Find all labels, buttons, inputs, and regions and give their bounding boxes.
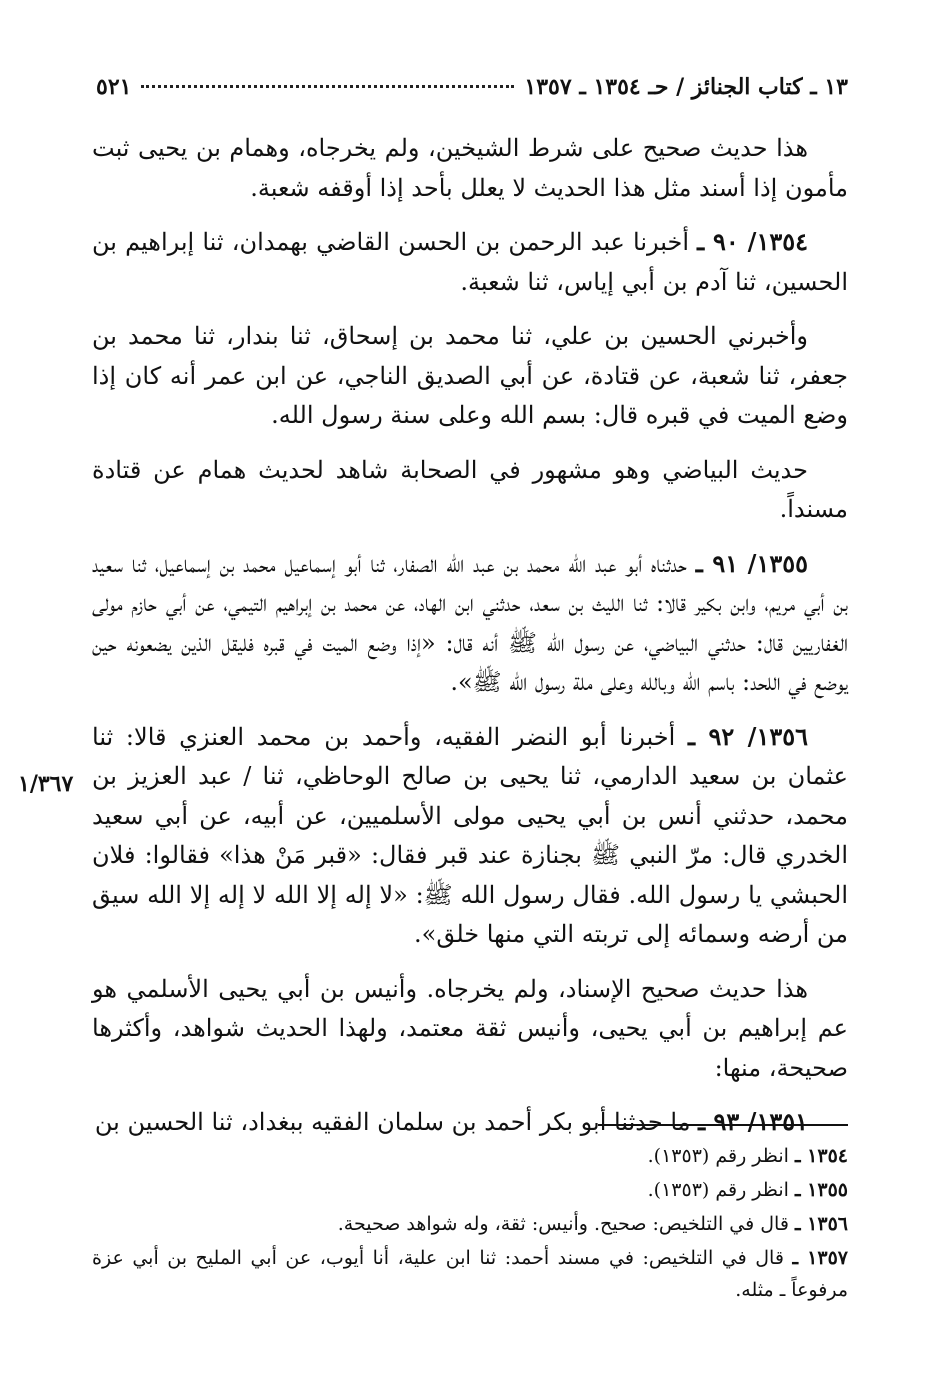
footnotes xyxy=(92,1140,848,1308)
leader-dots xyxy=(141,85,514,88)
footnote-separator xyxy=(598,1124,848,1126)
footnote xyxy=(92,1174,848,1206)
hadith-number: ١٣٥٤/ ٩٠ ـ xyxy=(697,227,808,256)
main-text xyxy=(92,128,848,1157)
margin-volume-reference: ١/٣٦٧ xyxy=(18,771,74,797)
paragraph xyxy=(92,222,848,302)
footnote-number: ١٣٥٥ ـ xyxy=(794,1179,848,1201)
footnote-number: ١٣٥٤ ـ xyxy=(794,1145,848,1167)
paragraph-text: ما حدثنا أبو بكر أحمد بن سلمان الفقيه ببغداد، ثنا الحسين بن xyxy=(94,1108,691,1136)
paragraph-text: هذا حديث صحيح الإسناد، ولم يخرجاه. وأنيس بن أبي يحيى الأسلمي هو عم إبراهيم بن أبي يحيى، وأنيس ثقة معتمد، ولهذا الحديث شواهد، وأكثرها صحيحة، منها: xyxy=(92,974,848,1082)
footnote-number: ١٣٥٧ ـ xyxy=(792,1247,848,1269)
page-number: ٥٢١ xyxy=(96,74,132,100)
paragraph xyxy=(92,1102,848,1143)
paragraph-text: وأخبرني الحسين بن علي، ثنا محمد بن إسحاق، ثنا بندار، ثنا محمد بن جعفر، ثنا شعبة، عن قتادة، عن أبي الصديق الناجي، عن ابن عمر أنه كان إذا وضع الميت في قبره قال: بسم الله وعلى سنة رسول الله. xyxy=(92,322,848,429)
paragraph xyxy=(92,544,848,703)
paragraph-text: هذا حديث صحيح على شرط الشيخين، ولم يخرجاه، وهمام بن يحيى ثبت مأمون إذا أسند مثل هذا الحديث لا يعلل بأحد إذا أوقفه شعبة. xyxy=(92,134,848,202)
footnote-text: قال في التلخيص: في مسند أحمد: ثنا ابن علية، أنا أيوب، عن أبي المليح بن أبي عزة مرفوعاً ـ مثله. xyxy=(92,1247,848,1301)
paragraph xyxy=(92,969,848,1089)
footnote-text: انظر رقم (١٣٥٣). xyxy=(647,1145,789,1167)
paragraph xyxy=(92,717,848,955)
footnote xyxy=(92,1242,848,1306)
footnote-number: ١٣٥٦ ـ xyxy=(794,1213,848,1235)
chapter-title: ١٣ ـ كتاب الجنائز / حـ ١٣٥٤ ـ ١٣٥٧ xyxy=(524,74,848,100)
paragraph-text: أخبرنا عبد الرحمن بن الحسن القاضي بهمدان، ثنا إبراهيم بن الحسين، ثنا آدم بن أبي إياس، ثنا شعبة. xyxy=(92,228,848,296)
running-header xyxy=(96,74,848,108)
paragraph xyxy=(92,450,848,530)
footnote-text: انظر رقم (١٣٥٣). xyxy=(647,1179,789,1201)
paragraph-text: أخبرنا أبو النضر الفقيه، وأحمد بن محمد العنزي قالا: ثنا عثمان بن سعيد الدارمي، ثنا يحيى بن صالح الوحاظي، ثنا / عبد العزيز بن محمد، حدثني أنس بن أبي يحيى مولى الأسلميين، عن أبيه، عن أبي سعيد الخدري قال: مرّ النبي ﷺ بجنازة عند قبر فقال: «قبر مَنْ هذا» فقالوا: فلان الحبشي يا رسول الله. فقال رسول الله ﷺ: «لا إله إلا الله لا إله إلا الله سيق من أرضه وسمائه إلى تربته التي منها خلق». xyxy=(92,722,848,948)
paragraph xyxy=(92,128,848,208)
paragraph xyxy=(92,316,848,436)
footnote xyxy=(92,1140,848,1172)
hadith-number: ١٣٥١/ ٩٣ ـ xyxy=(698,1107,808,1136)
footnote-text: قال في التلخيص: صحيح. وأنيس: ثقة، وله شواهد صحيحة. xyxy=(337,1213,789,1235)
paragraph-text: حديث البياضي وهو مشهور في الصحابة شاهد لحديث همام عن قتادة مسنداً. xyxy=(92,455,848,523)
paragraph-text: حدثناه أبو عبد الله محمد بن عبد الله الصفار، ثنا أبو إسماعيل محمد بن إسماعيل، ثنا سعيد بن أبي مريم، وابن بكير قالا: ثنا الليث بن سعد، حدثني ابن الهاد، عن محمد بن إبراهيم التيمي، عن أبي حازم مولى الغفاريين قال: حدثني البياضي، عن رسول الله ﷺ أنه قال: «إذا وضع الميت في قبره فليقل الذين يضعونه حين يوضع في اللحد: باسم الله وبالله وعلى ملة رسول الله ﷺ». xyxy=(92,549,848,696)
footnote xyxy=(92,1208,848,1240)
hadith-number: ١٣٥٥/ ٩١ ـ xyxy=(695,548,808,578)
hadith-number: ١٣٥٦/ ٩٢ ـ xyxy=(688,721,808,751)
